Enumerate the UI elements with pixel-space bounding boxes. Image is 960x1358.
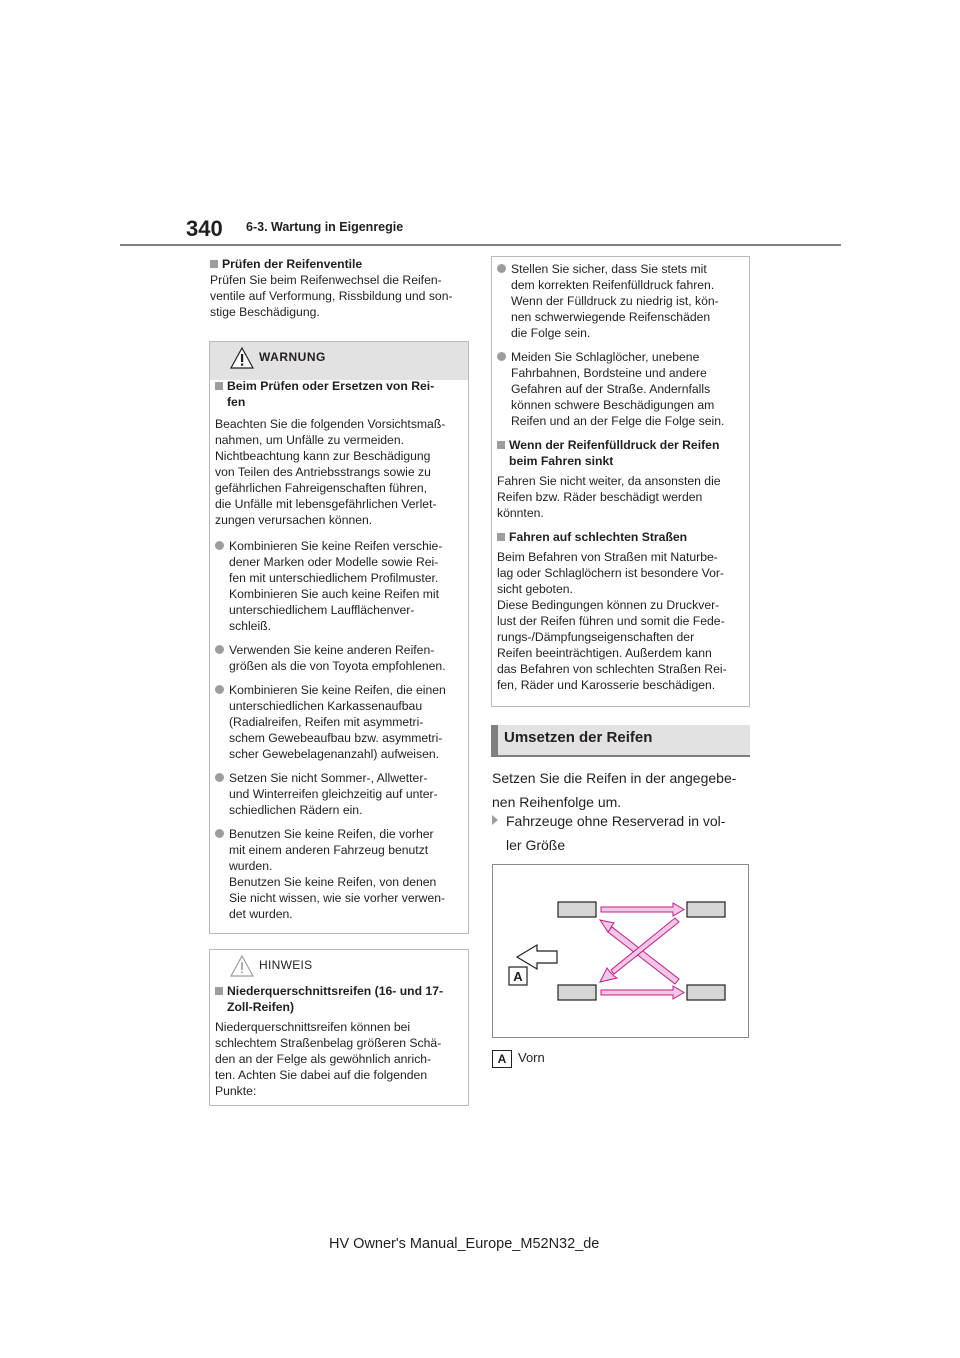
vehicle-type-item: Fahrzeuge ohne Reserverad in vol- ler Größe bbox=[492, 809, 752, 857]
warning-bullet: Stellen Sie sicher, dass Sie stets mit dem korrekten Reifenfülldruck fahren. Wenn der Fülldruck zu niedrig ist, kön- nen schwerwiegende Reifenschäden die Folge sein. bbox=[497, 261, 744, 341]
front-direction-arrow-icon bbox=[517, 945, 557, 969]
warning-bullet: Kombinieren Sie keine Reifen verschie- dener Marken oder Modelle sowie Rei- fen mit unterschiedlichem Profilmuster. Kombinieren Sie auch keine Reifen mit unterschiedlichem Laufflächenver- schleiß. bbox=[215, 538, 463, 634]
warning-bullet: Kombinieren Sie keine Reifen, die einen unterschiedlichen Karkassenaufbau (Radialreifen, Reifen mit asymmetri- schem Gewebeaufbau bzw. asymmetri- scher Gewebelagenanzahl) aufweisen. bbox=[215, 682, 463, 762]
tire-rear-right-icon bbox=[687, 985, 725, 1000]
square-bullet-icon bbox=[210, 260, 218, 268]
section-accent bbox=[491, 725, 498, 757]
pressure-heading: Wenn der Reifenfülldruck der Reifen beim Fahren sinkt bbox=[497, 437, 744, 469]
section-header-title: Umsetzen der Reifen bbox=[504, 729, 653, 746]
legend-label-box: A bbox=[492, 1050, 512, 1068]
warning-bullet: Meiden Sie Schlaglöcher, unebene Fahrbahnen, Bordsteine und andere Gefahren auf der Straße. Andernfalls können schwere Beschädigungen am Reifen und an der Felge die Folge sein. bbox=[497, 349, 744, 429]
circle-bullet-icon bbox=[215, 829, 224, 838]
diagram-label-a: A bbox=[513, 969, 523, 984]
circle-bullet-icon bbox=[215, 541, 224, 550]
warning-heading: Beim Prüfen oder Ersetzen von Rei- fen bbox=[215, 378, 463, 410]
legend-text: Vorn bbox=[518, 1050, 545, 1065]
rotation-arrow-diagonal-down-shaft bbox=[611, 918, 679, 974]
warning-bullet: Benutzen Sie keine Reifen, die vorher mit einem anderen Fahrzeug benutzt wurden. Benutzen Sie keine Reifen, von denen Sie nicht wissen, wie sie vorher verwen- det wurden. bbox=[215, 826, 463, 922]
square-bullet-icon bbox=[215, 987, 223, 995]
rotation-intro: Setzen Sie die Reifen in der angegebe- nen Reihenfolge um. bbox=[492, 770, 737, 810]
tire-front-right-icon bbox=[558, 985, 596, 1000]
notice-heading: Niederquerschnittsreifen (16- und 17- Zoll-Reifen) bbox=[215, 983, 463, 1015]
roads-text: Beim Befahren von Straßen mit Naturbe- lag oder Schlaglöchern ist besondere Vor- sicht geboten. Diese Bedingungen können zu Druckver- lust der Reifen führen und somit die Fede- rungs-/Dämpfungseigenschaften der Reifen beeinträchtigen. Außerdem kann das Befahren von schlechten Straßen Rei- fen, Räder und Karosserie beschädigen. bbox=[497, 550, 727, 692]
warning-bullet: Verwenden Sie keine anderen Reifen- größen als die von Toyota empfohlenen. bbox=[215, 642, 463, 674]
notice-box bbox=[209, 949, 469, 1106]
circle-bullet-icon bbox=[497, 264, 506, 273]
square-bullet-icon bbox=[215, 382, 223, 390]
circle-bullet-icon bbox=[215, 685, 224, 694]
warning-intro: Beachten Sie die folgenden Vorsichtsmaß- nahmen, um Unfälle zu vermeiden. Nichtbeachtung kann zur Beschädigung von Teilen des Antriebsstrangs sowie zu gefährlichen Fahreigenschaften führen, die Unfälle mit lebensgefährlichen Verlet- zungen verursachen können. bbox=[215, 417, 446, 527]
notice-text: Niederquerschnittsreifen können bei schlechtem Straßenbelag größeren Schä- den an der Felge als gewöhnlich anrich- ten. Achten Sie dabei auf die folgenden Punkte: bbox=[215, 1020, 442, 1098]
notice-label: HINWEIS bbox=[259, 958, 313, 972]
warning-header bbox=[210, 342, 468, 380]
square-bullet-icon bbox=[497, 441, 505, 449]
tire-front-left-icon bbox=[558, 902, 596, 917]
rotation-diagram-svg bbox=[493, 865, 748, 1037]
valve-text: Prüfen Sie beim Reifenwechsel die Reifen- ventile auf Verformung, Rissbildung und son- stige Beschädigung. bbox=[210, 273, 453, 319]
pressure-text: Fahren Sie nicht weiter, da ansonsten die Reifen bzw. Räder beschädigt werden könnten. bbox=[497, 474, 721, 520]
circle-bullet-icon bbox=[497, 352, 506, 361]
section-header-bar bbox=[491, 725, 750, 757]
circle-bullet-icon bbox=[215, 773, 224, 782]
valve-heading: Prüfen der Reifenventile bbox=[210, 256, 466, 272]
square-bullet-icon bbox=[497, 533, 505, 541]
warning-continued-body bbox=[497, 257, 744, 693]
rotation-arrow-diagonal-up-shaft bbox=[608, 927, 679, 984]
warning-box bbox=[209, 341, 469, 934]
tire-rotation-diagram bbox=[492, 864, 749, 1038]
tire-rear-left-icon bbox=[687, 902, 725, 917]
rotation-arrow-top bbox=[601, 903, 684, 916]
page-number: 340 bbox=[186, 216, 223, 241]
warning-bullet: Setzen Sie nicht Sommer-, Allwetter- und Winterreifen gleichzeitig auf unter- schiedlichen Rädern ein. bbox=[215, 770, 463, 818]
notice-body bbox=[215, 983, 463, 1099]
warning-triangle-icon bbox=[230, 347, 254, 369]
triangle-bullet-icon bbox=[492, 815, 498, 825]
footer-text: HV Owner's Manual_Europe_M52N32_de bbox=[329, 1236, 600, 1252]
rotation-arrow-bottom bbox=[601, 986, 684, 999]
warning-label: WARNUNG bbox=[259, 350, 326, 364]
roads-heading: Fahren auf schlechten Straßen bbox=[497, 529, 744, 545]
header-rule bbox=[120, 244, 841, 246]
section-title: 6-3. Wartung in Eigenregie bbox=[246, 220, 404, 234]
caution-triangle-icon bbox=[230, 955, 254, 977]
valve-section bbox=[210, 256, 466, 320]
warning-body bbox=[215, 378, 463, 922]
circle-bullet-icon bbox=[215, 645, 224, 654]
warning-continued-box bbox=[491, 256, 750, 707]
